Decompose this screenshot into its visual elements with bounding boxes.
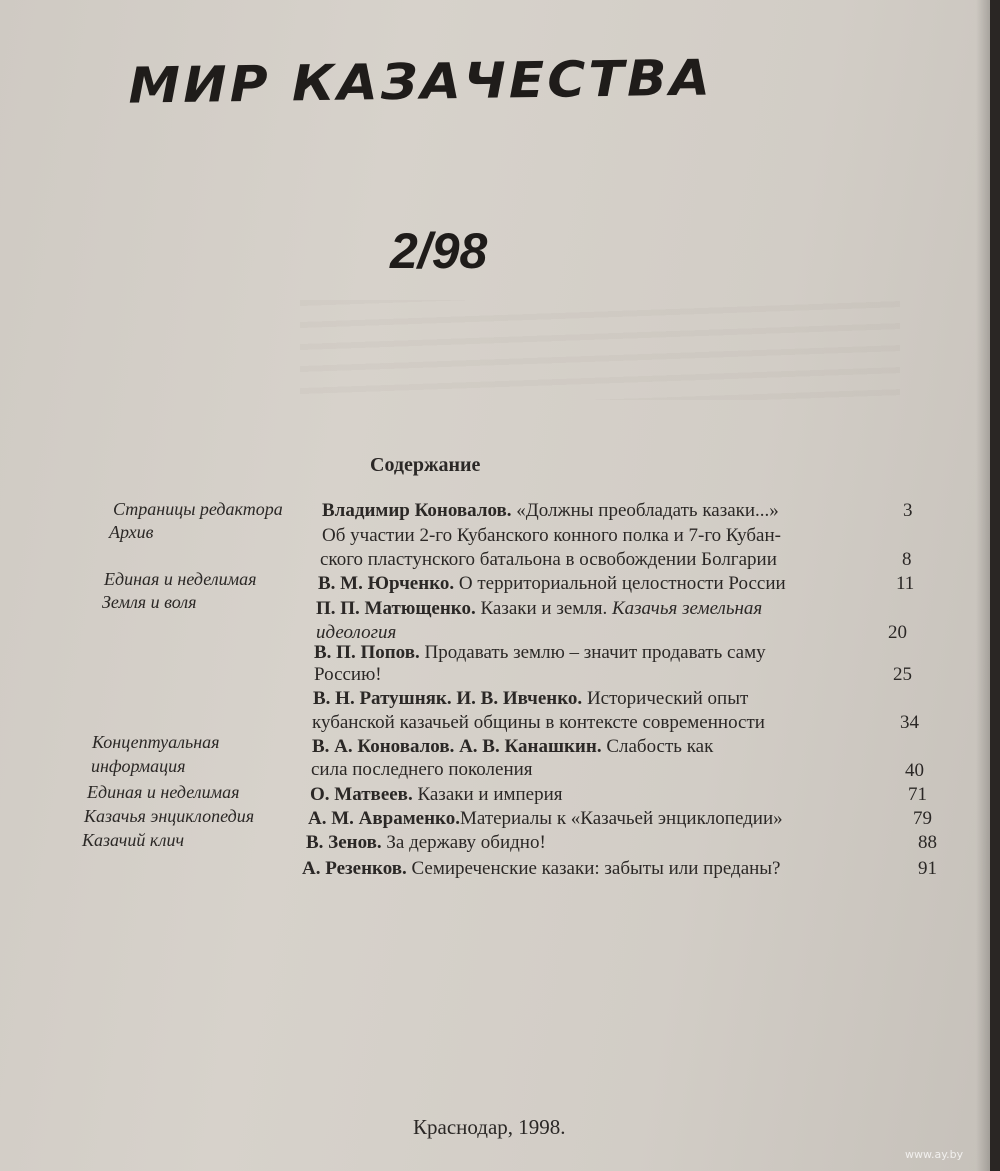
contents-heading: Содержание: [370, 454, 481, 476]
toc-entry: [302, 858, 781, 880]
bleed-through-texture: [300, 300, 900, 400]
entry-author: В. Н. Ратушняк. И. В. Ивченко.: [313, 688, 583, 709]
toc-entry: [308, 808, 783, 830]
entry-author: В. П. Попов.: [314, 642, 420, 663]
toc-entry: [313, 688, 748, 710]
entry-title: Казаки и империя: [412, 784, 563, 805]
section-label: Страницы редактора: [113, 499, 283, 519]
entry-author: В. А. Коновалов. А. В. Канашкин.: [312, 736, 602, 757]
entry-page: 34: [900, 712, 919, 733]
section-label: Казачья энциклопедия: [84, 806, 255, 826]
toc-entry: [316, 598, 762, 620]
entry-author: В. Зенов.: [306, 832, 382, 853]
entry-title: Казаки и земля.: [475, 598, 613, 619]
section-label: Архив: [109, 522, 154, 542]
section-label: информация: [91, 756, 186, 776]
toc-entry: [318, 573, 786, 595]
entry-author: П. П. Матющенко.: [316, 598, 476, 619]
toc-entry: [322, 500, 779, 522]
entry-title: Семиреченские казаки: забыты или преданы?: [406, 858, 781, 879]
entry-title-italic: Казачья земельная: [612, 598, 763, 619]
entry-title: сила последнего поколения: [311, 759, 533, 780]
entry-page: 79: [913, 808, 932, 829]
publication-place-year: Краснодар, 1998.: [413, 1115, 566, 1139]
entry-title: Россию!: [314, 664, 382, 685]
entry-page: 91: [918, 858, 937, 879]
toc-entry: [310, 784, 563, 806]
entry-page: 25: [893, 664, 912, 685]
entry-author: А. Резенков.: [302, 858, 407, 879]
section-label: Казачий клич: [82, 830, 185, 850]
entry-author: А. М. Авраменко.: [308, 808, 460, 829]
entry-title: Материалы к «Казачьей энциклопедии»: [459, 808, 783, 829]
entry-title: Об участии 2-го Кубанского конного полка и 7-го Кубан-: [322, 525, 781, 546]
toc-entry: [312, 736, 713, 758]
entry-author: Владимир Коновалов.: [322, 500, 512, 521]
entry-title: За державу обидно!: [381, 832, 546, 853]
entry-page: 88: [918, 832, 937, 853]
entry-page: 3: [903, 500, 913, 521]
section-label: Концептуальная: [92, 732, 220, 752]
entry-page: 71: [908, 784, 927, 805]
toc-entry: [314, 642, 766, 664]
entry-title: Исторический опыт: [582, 688, 749, 709]
journal-title: МИР КАЗАЧЕСТВА: [128, 49, 714, 115]
entry-title: кубанской казачьей общины в контексте современности: [312, 712, 765, 733]
toc-entry: [306, 832, 546, 854]
entry-title: О территориальной целостности России: [454, 573, 786, 594]
entry-title: Слабость как: [601, 736, 714, 757]
section-label: Земля и воля: [102, 592, 197, 612]
entry-author: В. М. Юрченко.: [318, 573, 455, 594]
entry-title: ского пластунского батальона в освобождении Болгарии: [320, 549, 777, 570]
entry-page: 20: [888, 622, 907, 643]
issue-number: 2/98: [390, 223, 488, 279]
entry-title-italic: идеология: [316, 622, 397, 643]
entry-page: 11: [896, 573, 915, 594]
entry-author: О. Матвеев.: [310, 784, 413, 805]
entry-page: 40: [905, 760, 924, 781]
entry-title: Продавать землю – значит продавать саму: [419, 642, 766, 663]
entry-title: «Должны преобладать казаки...»: [511, 500, 779, 521]
entry-page: 8: [902, 549, 912, 570]
section-label: Единая и неделимая: [87, 782, 240, 802]
watermark: www.ay.by: [905, 1148, 964, 1161]
section-label: Единая и неделимая: [104, 569, 257, 589]
